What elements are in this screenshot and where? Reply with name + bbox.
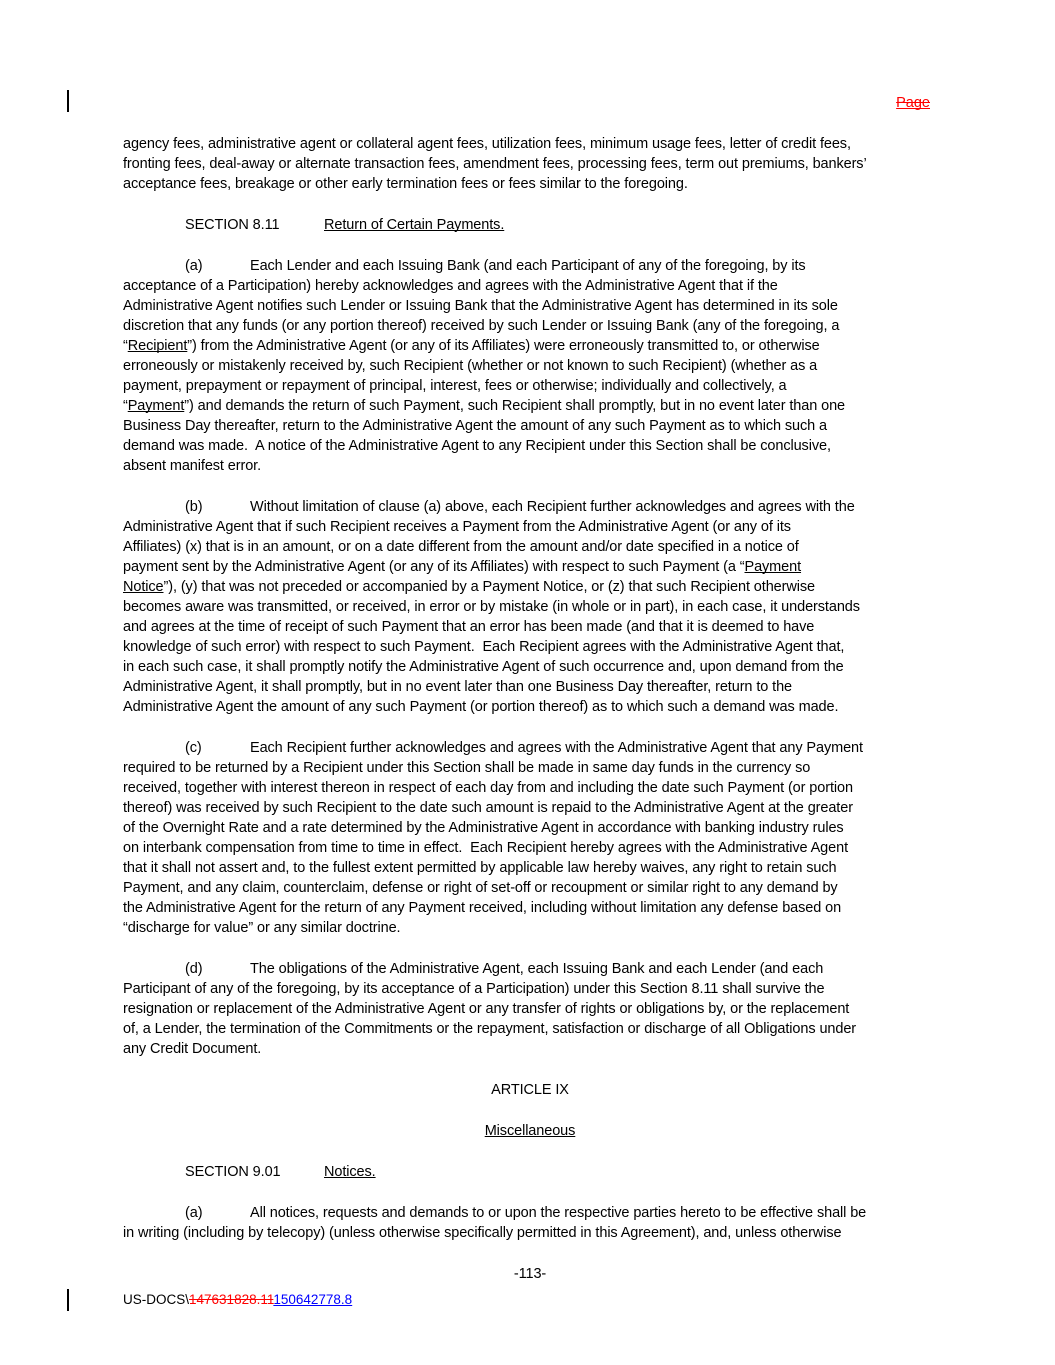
text-line	[123, 356, 937, 376]
page-number	[123, 1264, 937, 1284]
text-line	[123, 154, 937, 174]
paragraph-b	[123, 497, 937, 717]
text-line	[123, 1019, 937, 1039]
footer-doc-prefix: US-DOCS\	[123, 1292, 190, 1307]
tab-space	[123, 1216, 185, 1217]
underlined-term: Notices.	[324, 1164, 376, 1180]
underlined-term: Return of Certain Payments.	[324, 217, 505, 233]
text-line	[123, 1203, 937, 1223]
underlined-term: Notice	[123, 579, 164, 595]
text-run: Without limitation of clause (a) above, each Recipient further acknowledges and agrees with the	[250, 499, 855, 515]
text-line	[123, 376, 937, 396]
text-run: required to be returned by a Recipient under this Section shall be made in same day funds in the currency so	[123, 760, 811, 776]
text-run: Administrative Agent notifies such Lender or Issuing Bank that the Administrative Agent has determined in its sole	[123, 298, 838, 314]
text-line	[123, 918, 937, 938]
text-line	[123, 416, 937, 436]
text-line	[123, 1121, 937, 1141]
text-run: (a)	[185, 1205, 203, 1221]
tab-space	[123, 510, 185, 511]
text-run: on interbank compensation from time to time in effect. Each Recipient hereby agrees with the Administrative Agent	[123, 840, 848, 856]
text-run: ”) and demands the return of such Payment, such Recipient shall promptly, but in no event later than one	[184, 398, 846, 414]
text-line	[123, 818, 937, 838]
text-run: “discharge for value” or any similar doctrine.	[123, 920, 401, 936]
text-run: acceptance of a Participation) hereby acknowledges and agrees with the Administrative Agent that if the	[123, 278, 778, 294]
text-line	[123, 738, 937, 758]
text-line	[123, 256, 937, 276]
text-line	[123, 1223, 937, 1243]
underlined-term: Payment	[127, 398, 185, 414]
text-run: SECTION 9.01	[185, 1164, 281, 1180]
change-bar	[67, 90, 69, 112]
paragraph-d	[123, 959, 937, 1059]
text-run: of the Overnight Rate and a rate determined by the Administrative Agent in accordance with banking industry rules	[123, 820, 844, 836]
text-line	[123, 316, 937, 336]
text-run: any Credit Document.	[123, 1041, 262, 1057]
text-run: (b)	[185, 499, 203, 515]
document-footer	[123, 1291, 352, 1309]
text-run: resignation or replacement of the Administrative Agent or any transfer of rights or obligations by, or the replacement	[123, 1001, 850, 1017]
text-run: absent manifest error.	[123, 458, 262, 474]
section-8-11-heading	[123, 215, 937, 235]
text-line	[123, 577, 937, 597]
text-run: of, a Lender, the termination of the Commitments or the repayment, satisfaction or discharge of all Obligations under	[123, 1021, 857, 1037]
text-run: (c)	[185, 740, 202, 756]
text-line	[123, 276, 937, 296]
text-line	[123, 1080, 937, 1100]
text-run: acceptance fees, breakage or other early termination fees or fees similar to the foregoing.	[123, 176, 688, 192]
underlined-term: Payment	[744, 559, 802, 575]
text-run: received, together with interest thereon in respect of each day from and including the date such Payment (or portion	[123, 780, 853, 796]
text-line	[123, 959, 937, 979]
text-run: erroneously or mistakenly received by, such Recipient (whether or not known to such Recipient) (whether as a	[123, 358, 818, 374]
text-line	[123, 758, 937, 778]
text-line	[123, 537, 937, 557]
text-line	[123, 174, 937, 194]
tab-space	[123, 228, 185, 229]
paragraph-9-01-a	[123, 1203, 937, 1243]
text-run: “	[123, 398, 128, 414]
text-run: payment, prepayment or repayment of principal, interest, fees or otherwise; individually and collectively, a	[123, 378, 787, 394]
text-run: All notices, requests and demands to or upon the respective parties hereto to be effective shall be	[250, 1205, 867, 1221]
text-run: Administrative Agent the amount of any such Payment (or portion thereof) as to which such a demand was made.	[123, 699, 839, 715]
text-line	[123, 637, 937, 657]
text-line	[123, 999, 937, 1019]
section-9-01-heading	[123, 1162, 937, 1182]
text-line	[123, 878, 937, 898]
tab-space	[123, 751, 185, 752]
text-line	[123, 436, 937, 456]
text-run: Business Day thereafter, return to the Administrative Agent the amount of any such Payment as to which such a	[123, 418, 828, 434]
text-run: thereof) was received by such Recipient to the date such amount is repaid to the Administrative Agent at the greater	[123, 800, 853, 816]
paragraph-c	[123, 738, 937, 938]
text-run: “	[123, 338, 128, 354]
text-run: Payment, and any claim, counterclaim, defense or right of set-off or recoupment or similar right to any demand by	[123, 880, 838, 896]
text-run: ARTICLE IX	[491, 1082, 569, 1098]
text-run: that it shall not assert and, to the fullest extent permitted by applicable law hereby waives, any right to retain such	[123, 860, 837, 876]
text-line	[123, 215, 937, 235]
text-line	[123, 838, 937, 858]
text-run: fronting fees, deal-away or alternate transaction fees, amendment fees, processing fees, term out premiums, bankers’	[123, 156, 867, 172]
text-line	[123, 858, 937, 878]
footer-inserted-doc-id: 150642778.8	[273, 1292, 353, 1307]
text-run: Administrative Agent, it shall promptly, but in no event later than one Business Day thereafter, return to the	[123, 679, 792, 695]
text-run: ”) from the Administrative Agent (or any of its Affiliates) were erroneously transmitted to, or otherwise	[187, 338, 820, 354]
text-run: becomes aware was transmitted, or received, in error or by mistake (in whole or in part), in each case, it understands	[123, 599, 860, 615]
miscellaneous-heading	[123, 1121, 937, 1141]
text-run: and agrees at the time of receipt of such Payment that an error has been made (and that it is deemed to have	[123, 619, 815, 635]
text-run: (a)	[185, 258, 203, 274]
underlined-term: Miscellaneous	[484, 1123, 576, 1139]
text-line	[123, 617, 937, 637]
text-run: Affiliates) (x) that is in an amount, or on a date different from the amount and/or date specified in a notice of	[123, 539, 799, 555]
text-line	[123, 1039, 937, 1059]
text-line	[123, 456, 937, 476]
text-line	[123, 778, 937, 798]
tab-space	[123, 972, 185, 973]
tab-space	[123, 1175, 185, 1176]
text-run: in each such case, it shall promptly notify the Administrative Agent of such occurrence and, upon demand from the	[123, 659, 844, 675]
text-run: in writing (including by telecopy) (unless otherwise specifically permitted in this Agreement), and, unless otherwise	[123, 1225, 842, 1241]
text-run: (d)	[185, 961, 203, 977]
text-line	[123, 134, 937, 154]
text-run: Participant of any of the foregoing, by its acceptance of a Participation) under this Section 8.11 shall survive the	[123, 981, 825, 997]
text-line	[123, 497, 937, 517]
text-line	[123, 798, 937, 818]
text-line	[123, 396, 937, 416]
footer-deleted-doc-id: 147631828.11	[189, 1292, 274, 1307]
text-line	[123, 597, 937, 617]
underlined-term: Recipient	[127, 338, 188, 354]
text-run: SECTION 8.11	[185, 217, 280, 233]
text-run: -113-	[513, 1266, 547, 1282]
text-run: agency fees, administrative agent or collateral agent fees, utilization fees, minimum usage fees, letter of credit fees,	[123, 136, 851, 152]
text-line	[123, 979, 937, 999]
text-run: payment sent by the Administrative Agent (or any of its Affiliates) with respect to such Payment (a “	[123, 559, 745, 575]
deleted-page-header-label: Page	[896, 95, 930, 111]
text-line	[123, 336, 937, 356]
text-run: discretion that any funds (or any portion thereof) received by such Lender or Issuing Bank (any of the foregoing, a	[123, 318, 840, 334]
text-line	[123, 657, 937, 677]
text-line	[123, 677, 937, 697]
text-run: knowledge of such error) with respect to such Payment. Each Recipient agrees with the Administrative Agent that,	[123, 639, 845, 655]
text-run: ”), (y) that was not preceded or accompanied by a Payment Notice, or (z) that such Recipient otherwise	[163, 579, 815, 595]
text-run: Each Lender and each Issuing Bank (and each Participant of any of the foregoing, by its	[250, 258, 806, 274]
paragraph-a	[123, 256, 937, 476]
continuation-paragraph	[123, 134, 937, 194]
text-line	[123, 557, 937, 577]
document-body	[123, 134, 937, 1284]
text-line	[123, 296, 937, 316]
text-run: Administrative Agent that if such Recipient receives a Payment from the Administrative Agent (or any of its	[123, 519, 791, 535]
text-line	[123, 1162, 937, 1182]
text-line	[123, 1264, 937, 1284]
text-line	[123, 697, 937, 717]
text-run: Each Recipient further acknowledges and agrees with the Administrative Agent that any Payment	[250, 740, 863, 756]
text-line	[123, 898, 937, 918]
text-run: The obligations of the Administrative Agent, each Issuing Bank and each Lender (and each	[250, 961, 824, 977]
text-run: demand was made. A notice of the Administrative Agent to any Recipient under this Section shall be conclusive,	[123, 438, 831, 454]
text-line	[123, 517, 937, 537]
tab-space	[123, 269, 185, 270]
article-ix-heading	[123, 1080, 937, 1100]
change-bar	[67, 1289, 69, 1311]
text-run: the Administrative Agent for the return of any Payment received, including without limitation any defense based on	[123, 900, 842, 916]
